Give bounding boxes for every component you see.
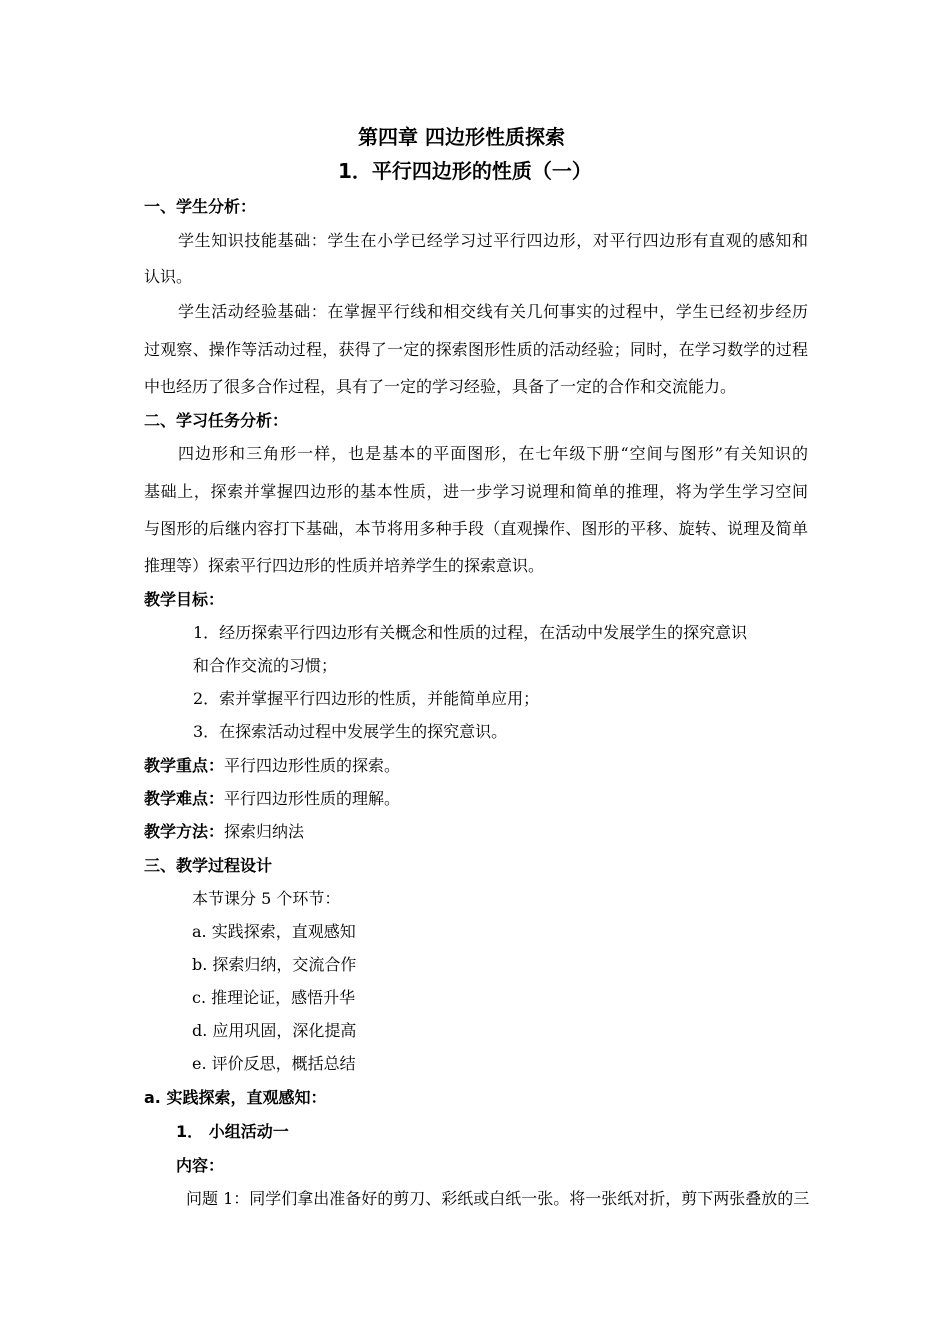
section-heading-task-analysis: 二、学习任务分析： xyxy=(144,411,289,430)
paragraph-line: 过观察、操作等活动过程，获得了一定的探索图形性质的活动经验；同时，在学习数学的过程 xyxy=(144,340,808,359)
paragraph-line: 认识。 xyxy=(144,267,193,286)
process-step: e. 评价反思，概括总结 xyxy=(192,1054,356,1073)
paragraph-line: 学生知识技能基础：学生在小学已经学习过平行四边形，对平行四边形有直观的感知和 xyxy=(178,231,808,250)
paragraph-line: 基础上，探索并掌握四边形的基本性质，进一步学习说理和简单的推理，将为学生学习空间 xyxy=(144,482,808,501)
teaching-method xyxy=(144,822,304,842)
method-label: 教学方法： xyxy=(144,822,225,841)
difficulty-label: 教学难点： xyxy=(144,789,225,808)
activity-heading: 1． 小组活动一 xyxy=(176,1122,289,1141)
section-heading-goals: 教学目标： xyxy=(144,590,225,609)
question-line: 问题 1：同学们拿出准备好的剪刀、彩纸或白纸一张。将一张纸对折，剪下两张叠放的三 xyxy=(186,1189,810,1208)
difficulty-point xyxy=(144,789,400,809)
paragraph-line: 与图形的后继内容打下基础，本节将用多种手段（直观操作、图形的平移、旋转、说理及简单 xyxy=(144,519,808,538)
goal-item: 2．索并掌握平行四边形的性质，并能简单应用； xyxy=(193,689,540,708)
chapter-title: 第四章 四边形性质探索 xyxy=(358,125,565,149)
method-value: 探索归纳法 xyxy=(224,822,305,841)
process-step: d. 应用巩固，深化提高 xyxy=(192,1021,357,1040)
goal-item: 1．经历探索平行四边形有关概念和性质的过程，在活动中发展学生的探究意识 xyxy=(193,623,748,642)
goal-item-continued: 和合作交流的习惯； xyxy=(193,656,338,675)
paragraph-line: 推理等）探索平行四边形的性质并培养学生的探索意识。 xyxy=(144,556,545,575)
section-heading-student-analysis: 一、学生分析： xyxy=(144,197,257,216)
goal-item: 3．在探索活动过程中发展学生的探究意识。 xyxy=(193,722,508,741)
part-a-heading: a. 实践探索，直观感知： xyxy=(144,1088,327,1107)
process-step: a. 实践探索，直观感知 xyxy=(192,922,356,941)
lesson-title: 1．平行四边形的性质（一） xyxy=(338,159,592,183)
key-point-label: 教学重点： xyxy=(144,756,225,775)
process-step: c. 推理论证，感悟升华 xyxy=(192,988,356,1007)
process-step: b. 探索归纳，交流合作 xyxy=(192,955,357,974)
paragraph-line: 中也经历了很多合作过程，具有了一定的学习经验，具备了一定的合作和交流能力。 xyxy=(144,377,737,396)
paragraph-line: 四边形和三角形一样，也是基本的平面图形，在七年级下册“空间与图形”有关知识的 xyxy=(178,444,808,463)
key-point-value: 平行四边形性质的探索。 xyxy=(224,756,401,775)
process-intro: 本节课分 5 个环节： xyxy=(192,889,341,908)
difficulty-value: 平行四边形性质的理解。 xyxy=(224,789,401,808)
content-label: 内容： xyxy=(176,1156,225,1175)
paragraph-line: 学生活动经验基础：在掌握平行线和相交线有关几何事实的过程中，学生已经初步经历 xyxy=(178,302,808,321)
key-point xyxy=(144,756,400,776)
section-heading-process: 三、教学过程设计 xyxy=(144,856,273,875)
